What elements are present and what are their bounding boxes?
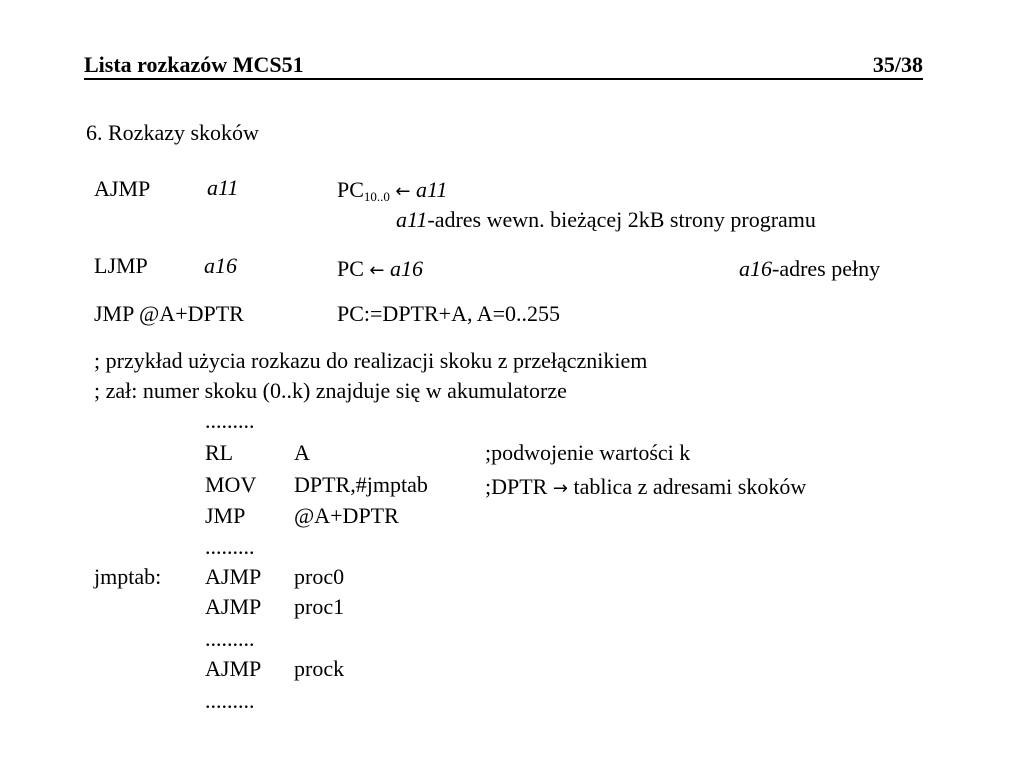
code-label: jmptab: xyxy=(94,564,162,589)
code-op: ......... xyxy=(205,688,255,713)
ajmp-note xyxy=(396,207,816,233)
code-op: ......... xyxy=(205,408,255,433)
ajmp-formula-left: PC xyxy=(337,177,364,202)
comment-line: ; przykład użycia rozkazu do realizacji skoku z przełącznikiem xyxy=(94,348,648,373)
right-arrow-icon: → xyxy=(552,478,568,499)
code-arg: proc1 xyxy=(294,594,345,619)
ljmp-mnemonic: LJMP xyxy=(94,253,148,278)
code-arg: prock xyxy=(294,656,345,681)
ajmp-note-text: -adres wewn. bieżącej 2kB strony programu xyxy=(427,207,816,232)
code-op: AJMP xyxy=(205,564,262,589)
ljmp-formula xyxy=(337,256,423,284)
ajmp-formula-subscript: 10..0 xyxy=(363,189,390,204)
slide-header xyxy=(84,52,923,80)
code-op: MOV xyxy=(205,472,257,497)
slide-title: Lista rozkazów MCS51 xyxy=(84,52,304,77)
ljmp-note-text: -adres pełny xyxy=(772,256,881,281)
ajmp-formula-right: a11 xyxy=(416,177,448,202)
comment-line: ; zał: numer skoku (0..k) znajduje się w akumulatorze xyxy=(94,378,567,403)
left-arrow-icon: ← xyxy=(369,260,385,281)
code-op: AJMP xyxy=(205,656,262,681)
left-arrow-icon: ← xyxy=(395,181,411,202)
page-number: 35/38 xyxy=(872,52,923,77)
ljmp-note-italic: a16 xyxy=(739,256,772,281)
code-arg: proc0 xyxy=(294,564,345,589)
code-arg: A xyxy=(294,440,310,465)
code-op: JMP xyxy=(205,503,246,528)
code-comment-rest: tablica z adresami skoków xyxy=(573,474,807,499)
code-arg: DPTR,#jmptab xyxy=(294,472,428,497)
code-op: AJMP xyxy=(205,594,262,619)
ljmp-note xyxy=(739,256,880,282)
code-op: ......... xyxy=(205,534,255,559)
code-op: ......... xyxy=(205,626,255,651)
ljmp-formula-left: PC xyxy=(337,256,364,281)
section-title: 6. Rozkazy skoków xyxy=(86,120,259,145)
ajmp-note-italic: a11 xyxy=(396,207,428,232)
code-arg: @A+DPTR xyxy=(294,503,399,528)
ljmp-operand: a16 xyxy=(204,253,237,278)
ljmp-formula-right: a16 xyxy=(390,256,424,281)
ajmp-operand: a11 xyxy=(207,175,239,200)
code-op: RL xyxy=(205,440,234,465)
code-comment-prefix: ;DPTR xyxy=(485,474,548,499)
code-comment: ;podwojenie wartości k xyxy=(485,440,691,465)
jmp-mnemonic: JMP @A+DPTR xyxy=(94,301,244,326)
jmp-formula: PC:=DPTR+A, A=0..255 xyxy=(337,301,561,326)
ajmp-formula xyxy=(337,177,447,210)
code-comment xyxy=(485,474,806,502)
ajmp-mnemonic: AJMP xyxy=(94,176,151,201)
